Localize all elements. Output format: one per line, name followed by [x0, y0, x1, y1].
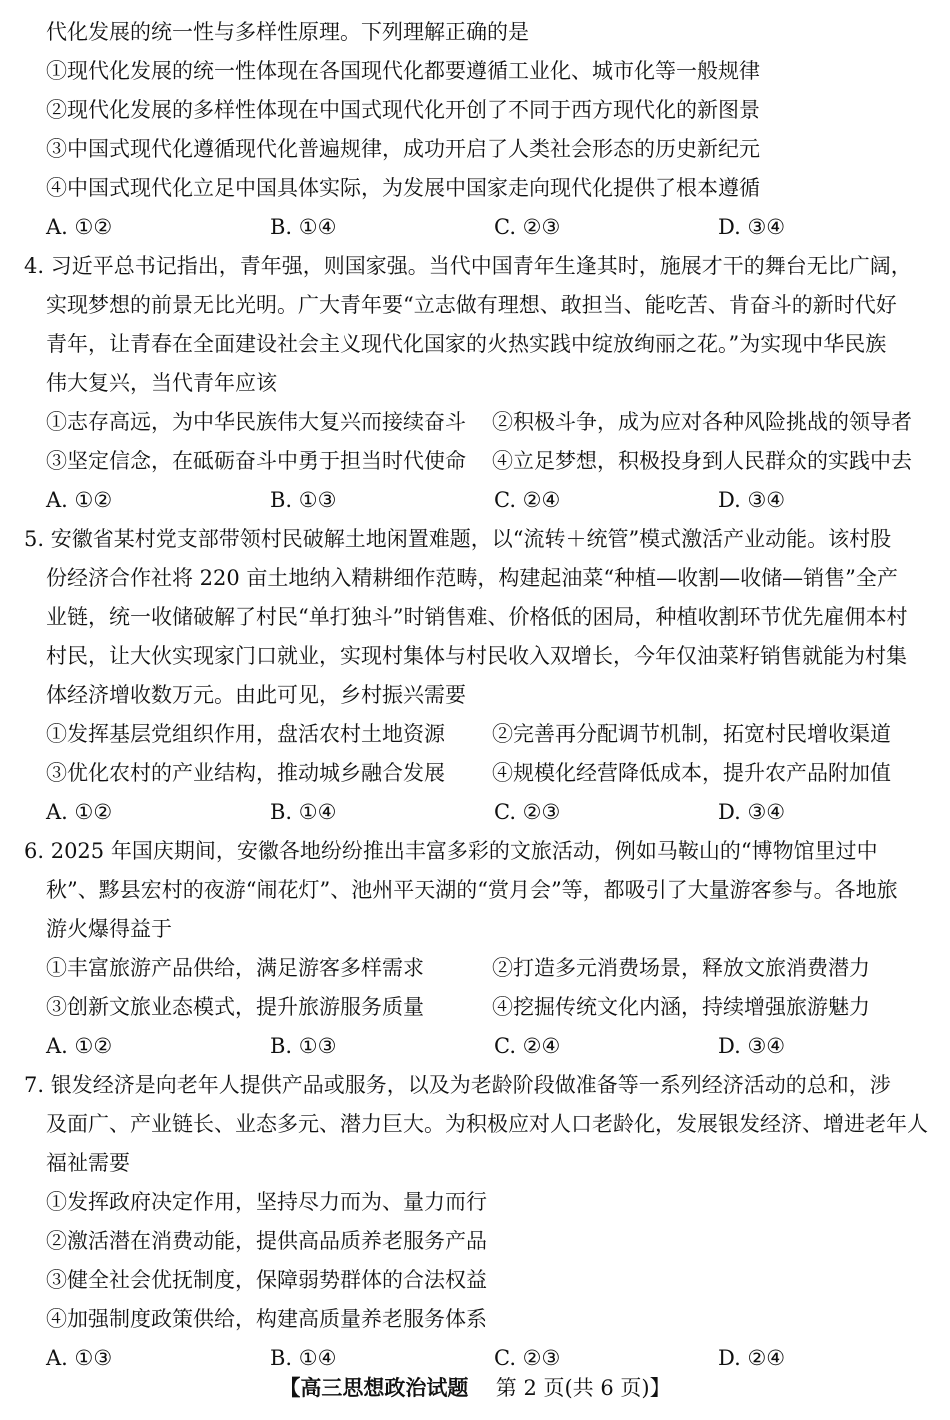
q5-statement-3: ③优化农村的产业结构，推动城乡融合发展 [46, 761, 445, 785]
q3-choice-a[interactable]: A. ①② [46, 215, 113, 239]
q4-choice-d[interactable]: D. ③④ [718, 488, 786, 512]
q3-choice-d[interactable]: D. ③④ [718, 215, 786, 239]
q6-statement-3: ③创新文旅业态模式，提升旅游服务质量 [46, 995, 424, 1019]
q7-choice-b[interactable]: B. ①④ [270, 1346, 337, 1370]
q7-line-3: 福祉需要 [46, 1151, 130, 1175]
footer-title: 【高三思想政治试题 [279, 1376, 469, 1400]
q7-choice-d[interactable]: D. ②④ [718, 1346, 786, 1370]
q5-line-3: 业链，统一收储破解了村民“单打独斗”时销售难、价格低的困局，种植收割环节优先雇佣本村 [46, 605, 908, 629]
q7-statement-3: ③健全社会优抚制度，保障弱势群体的合法权益 [46, 1268, 487, 1292]
q7-choice-c[interactable]: C. ②③ [494, 1346, 561, 1370]
q6-choice-b[interactable]: B. ①③ [270, 1034, 337, 1058]
q5-statement-1: ①发挥基层党组织作用，盘活农村土地资源 [46, 722, 445, 746]
q3-stem: 代化发展的统一性与多样性原理。下列理解正确的是 [46, 20, 529, 44]
q7-statement-4: ④加强制度政策供给，构建高质量养老服务体系 [46, 1307, 487, 1331]
q4-statement-4: ④立足梦想，积极投身到人民群众的实践中去 [492, 449, 912, 473]
q3-statement-2: ②现代化发展的多样性体现在中国式现代化开创了不同于西方现代化的新图景 [46, 98, 760, 122]
q5-line-1: 5. 安徽省某村党支部带领村民破解土地闲置难题，以“流转＋统管”模式激活产业动能。该村股 [24, 527, 892, 551]
q4-line-2: 实现梦想的前景无比光明。广大青年要“立志做有理想、敢担当、能吃苦、肯奋斗的新时代好 [46, 293, 897, 317]
q4-line-3: 青年，让青春在全面建设社会主义现代化国家的火热实践中绽放绚丽之花。”为实现中华民族 [46, 332, 887, 356]
q4-statement-3: ③坚定信念，在砥砺奋斗中勇于担当时代使命 [46, 449, 466, 473]
q7-statement-1: ①发挥政府决定作用，坚持尽力而为、量力而行 [46, 1190, 487, 1214]
q6-statement-2: ②打造多元消费场景，释放文旅消费潜力 [492, 956, 870, 980]
q6-statement-4: ④挖掘传统文化内涵，持续增强旅游魅力 [492, 995, 870, 1019]
q3-choice-b[interactable]: B. ①④ [270, 215, 337, 239]
footer-page-number: 第 2 页(共 6 页)】 [495, 1376, 671, 1400]
q5-line-4: 村民，让大伙实现家门口就业，实现村集体与村民收入双增长，今年仅油菜籽销售就能为村集 [46, 644, 907, 668]
q5-choice-b[interactable]: B. ①④ [270, 800, 337, 824]
q4-choice-c[interactable]: C. ②④ [494, 488, 561, 512]
q7-choice-a[interactable]: A. ①③ [46, 1346, 113, 1370]
q5-choice-c[interactable]: C. ②③ [494, 800, 561, 824]
page-footer [0, 1374, 950, 1402]
q7-line-2: 及面广、产业链长、业态多元、潜力巨大。为积极应对人口老龄化，发展银发经济、增进老年人 [46, 1112, 928, 1136]
q3-statement-4: ④中国式现代化立足中国具体实际，为发展中国家走向现代化提供了根本遵循 [46, 176, 760, 200]
q5-statement-4: ④规模化经营降低成本，提升农产品附加值 [492, 761, 891, 785]
q7-statement-2: ②激活潜在消费动能，提供高品质养老服务产品 [46, 1229, 487, 1253]
q4-statement-1: ①志存高远，为中华民族伟大复兴而接续奋斗 [46, 410, 466, 434]
q4-line-4: 伟大复兴，当代青年应该 [46, 371, 277, 395]
q6-choice-a[interactable]: A. ①② [46, 1034, 113, 1058]
q5-line-5: 体经济增收数万元。由此可见，乡村振兴需要 [46, 683, 466, 707]
q4-choice-b[interactable]: B. ①③ [270, 488, 337, 512]
q3-statement-1: ①现代化发展的统一性体现在各国现代化都要遵循工业化、城市化等一般规律 [46, 59, 760, 83]
q5-choice-d[interactable]: D. ③④ [718, 800, 786, 824]
q6-choice-d[interactable]: D. ③④ [718, 1034, 786, 1058]
q6-line-1: 6. 2025 年国庆期间，安徽各地纷纷推出丰富多彩的文旅活动，例如马鞍山的“博物馆里过中 [24, 839, 878, 863]
q5-choice-a[interactable]: A. ①② [46, 800, 113, 824]
q4-line-1: 4. 习近平总书记指出，青年强，则国家强。当代中国青年生逢其时，施展才干的舞台无比广阔， [24, 254, 912, 278]
q6-statement-1: ①丰富旅游产品供给，满足游客多样需求 [46, 956, 424, 980]
q6-choice-c[interactable]: C. ②④ [494, 1034, 561, 1058]
q6-line-2: 秋”、黟县宏村的夜游“闹花灯”、池州平天湖的“赏月会”等，都吸引了大量游客参与。各地旅 [46, 878, 898, 902]
q3-choice-c[interactable]: C. ②③ [494, 215, 561, 239]
q5-statement-2: ②完善再分配调节机制，拓宽村民增收渠道 [492, 722, 891, 746]
q5-line-2: 份经济合作社将 220 亩土地纳入精耕细作范畴，构建起油菜“种植—收割—收储—销售”全产 [46, 566, 898, 590]
q3-statement-3: ③中国式现代化遵循现代化普遍规律，成功开启了人类社会形态的历史新纪元 [46, 137, 760, 161]
q4-choice-a[interactable]: A. ①② [46, 488, 113, 512]
q6-line-3: 游火爆得益于 [46, 917, 172, 941]
q7-line-1: 7. 银发经济是向老年人提供产品或服务，以及为老龄阶段做准备等一系列经济活动的总和，涉 [24, 1073, 891, 1097]
q4-statement-2: ②积极斗争，成为应对各种风险挑战的领导者 [492, 410, 912, 434]
